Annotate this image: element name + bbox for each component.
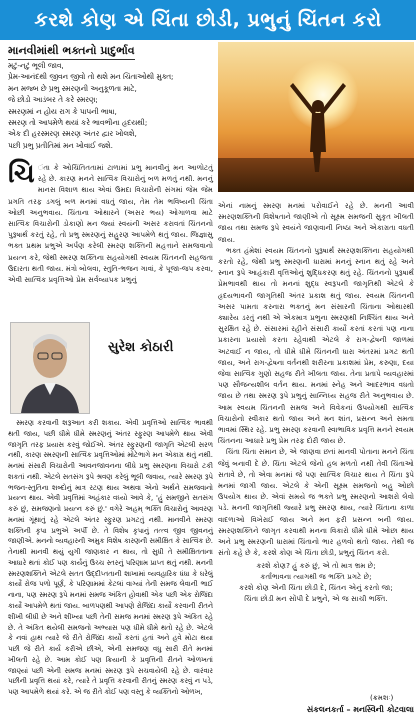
section-heading: માનવીમાંથી ભક્તનો પ્રાદુર્ભાવ <box>8 44 135 60</box>
closing-verse <box>218 560 414 605</box>
poem-line: જે છોડો આડંબર તે કરે સ્મરણ; <box>8 95 98 105</box>
continued-marker: (ક્રમશઃ) <box>370 693 394 702</box>
left-column-body <box>8 418 213 698</box>
verse-line: કરશે કોણ? હું કરું છું, એ તો માત્ર ભ્રમ છે; <box>256 560 376 570</box>
author-photo <box>10 322 90 414</box>
person-silhouette-icon <box>218 42 414 192</box>
author-portrait-icon <box>11 323 89 413</box>
poem-line: પછી પ્રભુ પ્રતીતિમાં મન ખોવાઈ જશે. <box>8 140 113 150</box>
right-column-body <box>218 200 414 604</box>
author-name: સુરેશ કોઠારી <box>108 340 174 355</box>
verse-line: કરશે કોણ એની ચિંતા છોડી દે, ચિંતન એનું કરતો જા; <box>239 582 393 592</box>
left-column-intro <box>8 159 213 285</box>
paragraph: સ્મરણ કરવાની શરૂઆત કરી શકાય. એવી પ્રવૃત્તિઓ સાત્વિક ભાવથી થતી જાય, પછી ધીમે ધીમે સ્મરણનું અંતર સ્ફુરણ આપમેળે થાય એવી જાગૃતિ તરફ પ્રયાસ કરવું જોઈએ. અંતર સ્ફુરણની જાગૃતિ એટલી સરળ નથી, કારણ સ્મરણની સાત્વિક પ્રવૃત્તિઓમાં મોટેભાગે મન એકાગ્ર થતું નથી. મનમાં સંસારી વિચારોની આવનજાવનના લીધે પ્રભુ સ્મરણના વિચારો ટકી શકતાં નથી. એટલે સતસંગ રૂપે શ્રવણ કરેલું ભૂલી જવાય, ત્યારે સ્મરણ રૂપે ભજન-સ્તુતિના શબ્દોનું માત્ર રટણ થાય અથવા એનો અર્થને સમજવાનો પ્રયત્ન થાય. એવી પ્રવૃત્તિમાં અહંકાર વધ્યો આવે કે, 'હું સમજીને સતસંગ કરું છું, સમજણનો પ્રયત્ન કરું છું.' વગેરે અહમ્ ભક્તિ વિચારોનું આવરણ મનમાં ગૂંથાતું રહે એટલે અંતર સ્ફુરણ પ્રગટતું નથી. માનવીને સ્મરણ શક્તિની કૃપા પ્રભુએ અર્પી છે. તે વિશેષ કૃપાનું તત્ત્વ જીવ જીવનનું જાણીએ. મનનો વ્યવહારની અમુક વિશેષ કારણની સમીક્ષિત કે સાત્વિક છે. તેનાથી માનવી થયું યુગી જાણકાર ન થાય, તો સુધી તે સમીક્ષિતતાના આધારે થતાં કોઈ પણ કાર્યનું ઉચ્ચ સ્તરનું પરિણામ પ્રાપ્ત થતું નથી. મનની સ્મરણશક્તિને એટલે સતત ઉદ્દીપ્તતાની શાખામાં વ્યવહારિક ધંધા કે ઘરેલું કાર્યો રોજ પળો પૂર્ણ, કે પરિણામમાં કેટલાં વાગ્યાં તેની સમજ લેવાની ભાઈ નાના, પણ સ્મરણ રૂપે મનમાં સમજ અંકિત હોવાથી એક પછી એક રોજિંદા કાર્યો આપમેળે થતાં જાય. બાળપણથી આપણે રોજિંદા કાર્યો કરવાની રીતને શીખી લીધી છે અને શીખ્યા પછી તેની સમજ મનમાં સ્મરણ રૂપે અંકિત રહે છે. તે અંકિત થયેલી સમજનો અભ્યાસ પણ ધીમે ધીમે થતો રહે છે. એટલે કે નવાં હાથ ત્યારે જે રીતે રોજિંદા કાર્યો કરતાં હતાં અને હવે મોટા થયા પછી જે રીતે કાર્ય કરીએ છીએ, એની સમજણ વધુ સારી રીતે મનમાં ખીલતી રહે છે. આમ કોઈ પણ ક્રિયાની કે પ્રવૃત્તિની રીતને ઓળખતાં જાણ્યાં પછી એની સમજ મનમાં સ્મરણ રૂપે સચવાયેલી રહે છે. વારંવાર પછીની પ્રવૃત્તિ થયાં કરે, ત્યારે તે પ્રવૃત્તિ કરવાની રીતનું સ્મરણ કરવું ન પડે, પણ આપમેળે થયાં કરે. એ જ રીતે કોઈ પણ વસ્તુ કે વ્યક્તિનો ઓળખ, <box>8 419 213 697</box>
drop-cap: ચિ <box>8 159 35 189</box>
author-box <box>8 320 213 414</box>
sunrise-photo <box>218 42 414 192</box>
paragraph: એનાં નામનું સ્મરણ મનમાં પરોવાઈને રહે છે. મનની આવી સ્મરણશક્તિની વિશેષતાને જાણીએ તો સૂક્ષ્મ સમજની સુકૃત ખીલતી જાય તથા સમજ રૂપે સ્વયંને જાણવાની નિષ્ઠા અને એકાગ્રતા વધતી જાય. <box>218 201 414 244</box>
poem-line: સ્મરણમાં ન હોય રાગ કે પાપની ભાષા, <box>8 106 117 116</box>
compiler-credit: સંકલનકર્તા – મનસ્વિની કોટવાલા <box>306 705 414 714</box>
poem-line: સ્મરણ તો આપમેળે થયાં કરે ભાવભીના હૃદયથી; <box>8 118 148 128</box>
paragraph: ચિંતા ચિંતા સમાન છે, એ જાણવા છતાં માનવી પોતાના મનને ચિંતા જેવું બનાવી દે છે. ચિંતા એટલે જેનો હલ મળતો નથી તેવી ચિંતાઓ સતાવે છે, તો એવા મનમાં જે પણ સાત્વિક વિચાર થાય તે ચિંતા રૂપે મનમાં જાગી જાય. એટલે કે એની સૂક્ષ્મ સમજનો બહુ ઓછો ઉપયોગ થાય છે. એવાં સમયે જ ભક્તે પ્રભુ સ્મરણનો આશરો લેવો પડે. મનની જાગૃતિથી જ્યારે પ્રભુ સ્મરણ થાય, ત્યારે ચિંતાના કાળા વાદળાઓ વિખેરાઈ જાય અને મન ફરી પ્રસન્ન બની જાય. સ્મરણશક્તિને જાગૃત કરવાથી મનના વિકારો ધીમે ધીમે ઓછા થાય અને પ્રભુ સ્મરણની ધારામાં ચિંતાનો ભાર હળવો થતો જાય. તેથી જ સંતો કહે છે કે, કરશે કોણ એ ચિંતા છોડી, પ્રભુનું ચિંતન કરો. <box>218 447 414 558</box>
poem-line: એક દી હરસ્મરણ સ્મરણ અંતર દ્વાર ખોલશે, <box>8 129 137 139</box>
poem-line: મટું-નટું ભૂલી જાવ, <box>8 61 64 70</box>
paragraph: ભક્ત હંમેશાં સ્વયમ ચિંતનનો પુરૂષાર્થ સ્મરણશક્તિના સહયોગથી કરતો રહે, જેથી પ્રભુ સ્મરણની ધારામાં મનનું સ્નાન થતું રહે અને સ્નાન રૂપે આહંકારી વૃત્તિઓનું શુદ્ધિકરણ થતું રહે. ચિંતનનો પુરૂષાર્થ પ્રેમભાવથી થાય તો મનનાં શુદ્ધ સ્વરૂપની જાગૃતિથી એટલે કે હૃદયભાવની જાગૃતિથી અંતર પ્રકાશ થતું જાય. સ્વયમ ચિંતનની અસર પામતા કરનારા ભક્તનું મન સંસારની ચિંતાના ઓથારથી ક્યારેય ડરતું નથી એ એકમાત્ર પ્રભુના સ્મરણથી નિશ્ચિંત થાય અને સુરક્ષિત રહે છે. સંસારમાં રહીને સંસારી કાર્યો કરતાં કરતાં પણ નાના પ્રકારના પ્રયાસો કરતા રહેવાથી એટલે કે રાગ-દ્વેષની જાળમાં અટવાઈ ન જાય, તો ધીમે ધીમે ચિંતનની ધારા અંતરમાં પ્રગટ થતી જાય, અને રાગ-દ્વેષના વર્તનથી શરીરના પ્રકાશમાં પ્રેમ, કરુણા, દયા જેવા સાત્વિક ગુણો સહજ રીતે ખીલતા જાય. તેના પ્રતાપે વ્યવહારમાં પણ સૌજન્યશીલ વર્તન થાય. મનમાં સ્નેહ અને આદરભાવ વધતો જાય છે તથા સ્મરણ રૂપે પ્રભુનું સાન્નિધ્ય સહજ રીતે અનુભવાય છે. આમ સ્વયમ ચિંતનની સમજ અને વિવેકનાં ઉપયોગથી સાત્વિક વિચારોનો સ્વીકાર થતો જાય અને મન શાંત, પ્રસન્ન અને સમતા ભાવમાં સ્થિર રહે. પ્રભુ સ્મરણ કરવાની સ્વાભાવિક પ્રવૃત્તિ મનને સ્વયમ ચિંતનના આધારે પ્રભુ પ્રેમ તરફ દોરી જાય છે. <box>218 245 414 446</box>
poem-line: મન મજ્બ છે પ્રભુ સ્મરણની અનુકૂળતા માટે, <box>8 83 137 93</box>
paragraph: ંતા કે ઓચિંતિતતામાં ટાળામાં પ્રભુ માનવીનું મન આળોટતું રહે છે. કારણ મનને સાત્વિક વિચારોનું બળ મળતું નથી. મનનું માનસ વિશાળ થાય એવાં ઉમદા વિચારોની સંગમાં જેમ જેમ પ્રગતિ તરફ ડગલું બળ મનમાં વધતું જાય, તેમ તેમ ભવિષ્યની ચિંતા ઓછી અનુભવાય. ચિંતાના ઓથારને (અસર ભય) ઓગાળવા માટે સાત્વિક વિચારોની ડોકાણો મન જ્યાં સ્વયંની અસર કરાવતાં ચિંતનનો પુરૂષાર્થ કરતું રહે, તો પ્રભુ સ્મરણનું સહુરણ આપમેળે થતું જાય. જિજ્ઞાસુ ભક્ત પ્રથમ પ્રભુએ અર્પણ કરેલી સ્મરણ શક્તિની મહત્તાને સમજવાનો પ્રયત્ન કરે, જેથી સ્મરણ શક્તિના સહયોગથી સ્વયમ ચિંતનની સહજતા ઉદારતા થતી જાય. મંત્રો બોલવા, સ્તુતિ-ભજન ગાવાં, કે પૂજા-જપ કરવા, એવી સાત્વિક પ્રવૃત્તિઓ પ્રેમ સર્વવ્યાપક પ્રભુનું <box>8 163 213 285</box>
banner-title: કરશે કોણ એ ચિંતા છોડી, પ્રભુનું ચિંતન કરો <box>0 0 416 40</box>
poem <box>8 60 213 151</box>
poem-line: પ્રેમ-આનંદથી જીવન જીવો તો થશે મન ચિંતાઓથી મુક્ત; <box>8 72 174 82</box>
verse-line: કર્તાભાવના ત્યાગથી જ ભક્તિ પ્રગટે છે; <box>260 571 372 581</box>
verse-line: ચિંતા છોડી મન સોંપી દે પ્રભુને, એ જ સાચી ભક્તિ. <box>244 594 388 604</box>
